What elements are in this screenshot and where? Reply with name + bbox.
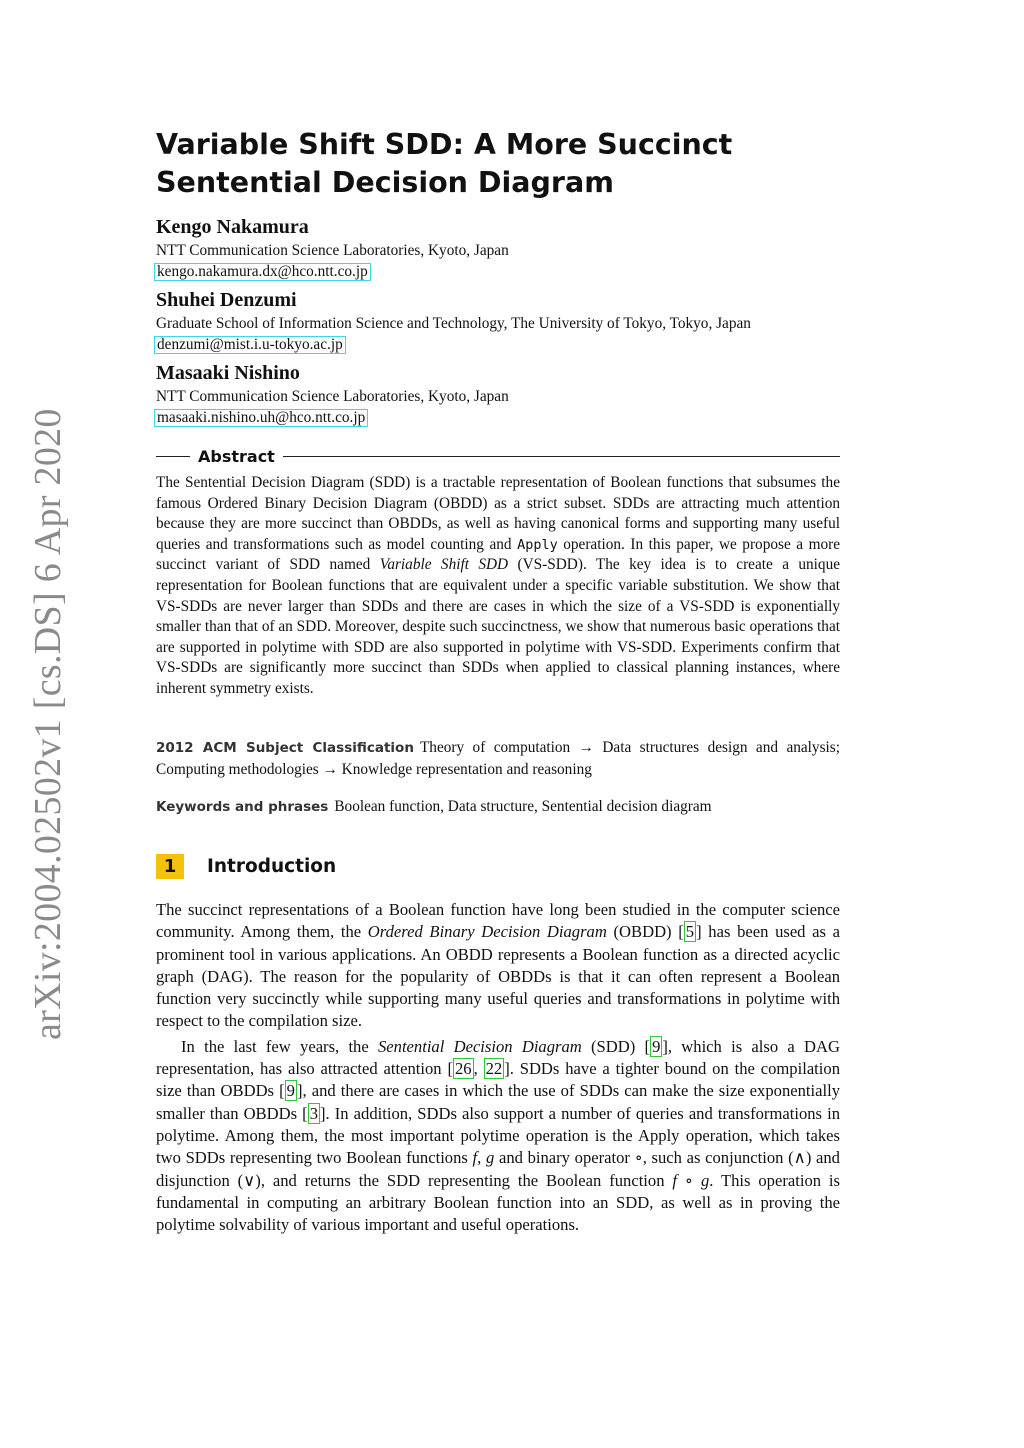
vs-sdd-term: Variable Shift SDD [379, 556, 509, 574]
abstract-text-part: (VS-SDD). The key idea is to create a unique representation for Boolean functions that are equivalent under a specific variable substitution. We show that VS-SDDs are never larger than SDDs and there are cases in which the size of a VS-SDD is exponentially smaller than that of an SDD. Moreover, despite such succinctness, we show that numerous basic operations that are supported in polytime with SDD are also supported in polytime with VS-SDD. Experiments confirm that VS-SDDs are significantly more succinct than SDDs when applied to classical planning instances, where inherent symmetry exists. [156, 556, 841, 697]
text-run: and binary operator ∘, such as conjunction (∧) and disjunction (∨), and returns the SDD representing the Boolean function [156, 1148, 840, 1190]
author-name: Shuhei Denzumi [156, 289, 297, 311]
author-email-link[interactable]: denzumi@mist.i.u-tokyo.ac.jp [154, 336, 346, 354]
text-run: . This operation is fundamental in computing an arbitrary Boolean function into an SDD, as well as in proving the polytime solvability of various important and useful operations. [156, 1170, 841, 1235]
paragraph: In the last few years, the Sentential Decision Diagram (SDD) [ 9 ], which is also a DAG representation, has also attracted attention [ 26 , 22 ]. SDDs have a tighter bound on the compilation size than OBDDs [ 9 ], and there are cases in which the use of SDDs can make the size exponentially smaller than OBDDs [ 3 ]. In addition, SDDs also support a number of queries and transformations in polytime. Among them, the most important polytime operation is the Apply operation, which takes two SDDs representing two Boolean functions f, g and binary operator ∘, such as conjunction (∧) and disjunction (∨), and returns the SDD representing the Boolean function f ∘ g. This operation is fundamental in computing an arbitrary Boolean function into an SDD, as well as in proving the polytime solvability of various important and useful operations. [156, 1036, 841, 1235]
author-email-link[interactable]: masaaki.nishino.uh@hco.ntt.co.jp [154, 409, 368, 427]
emphasis-term: Sentential Decision Diagram [377, 1036, 582, 1056]
section-title: Introduction [207, 855, 337, 877]
author-email-link[interactable]: kengo.nakamura.dx@hco.ntt.co.jp [154, 263, 371, 281]
author-affiliation: NTT Communication Science Laboratories, Kyoto, Japan [156, 388, 509, 405]
text-run: The succinct representations of a Boolean function have long been studied in the computer science community. Among them, the [156, 900, 840, 942]
text-run: ]. SDDs have a tighter bound on the compilation size than OBDDs [156, 1059, 840, 1101]
keywords-text: Boolean function, Data structure, Sentential decision diagram [334, 798, 712, 815]
author-block [156, 287, 856, 354]
section-heading [156, 853, 336, 879]
text-run: . In addition, SDDs also support a number of queries and transformations in polytime. Among them, the most important polytime operation is the Apply operation, which takes two SDDs representing two Boolean functions [156, 1103, 840, 1168]
citation-link[interactable]: 26 [454, 1059, 472, 1079]
author-block [156, 360, 856, 427]
abstract-heading-label: Abstract [198, 446, 275, 466]
author-affiliation: Graduate School of Information Science and Technology, The University of Tokyo, Tokyo, Japan [156, 315, 751, 332]
keywords-label: Keywords and phrases [156, 799, 329, 815]
author-block [156, 214, 856, 281]
text-run: has been used as a prominent tool in various applications. An OBDD represents a Boolean function as a directed acyclic graph (DAG). The reason for the popularity of OBDDs is that it can often represent a Boolean function very succinctly while supporting many useful queries and transformations in polytime with respect to the compilation size. [156, 922, 840, 1031]
text-run: In the last few years, the [181, 1036, 369, 1056]
acm-label: 2012 ACM Subject Classification [156, 740, 414, 756]
author-affiliation: NTT Communication Science Laboratories, Kyoto, Japan [156, 242, 509, 259]
paper-title: Variable Shift SDD: A More Succinct Sentential Decision Diagram [156, 128, 733, 199]
divider [283, 456, 840, 457]
acm-classification [156, 737, 840, 780]
abstract-text [156, 473, 840, 700]
abstract-text-part: operation. In this paper, we propose a more succinct variant of SDD named [156, 535, 840, 574]
abstract-heading [156, 445, 840, 467]
math-expression: f ∘ g [672, 1170, 710, 1190]
text-run: , [473, 1059, 478, 1079]
text-run: (SDD) [591, 1036, 636, 1056]
text-run: , and there are cases in which the use of SDDs can make the size exponentially smaller than OBDDs [156, 1081, 841, 1123]
acm-text: Theory of computation → Data structures design and analysis; Computing methodologies → Knowledge representation and reasoning [156, 739, 840, 778]
arxiv-identifier-sidebar: arXiv:2004.02502v1 [cs.DS] 6 Apr 2020 [27, 408, 69, 1040]
paragraph: The succinct representations of a Boolean function have long been studied in the computer science community. Among them, the Ordered Binary Decision Diagram (OBDD) [ 5 ] has been used as a prominent tool in various applications. An OBDD represents a Boolean function as a directed acyclic graph (DAG). The reason for the popularity of OBDDs is that it can often represent a Boolean function very succinctly while supporting many useful queries and transformations in polytime with respect to the compilation size. [156, 900, 840, 1031]
citation-link[interactable]: 9 [286, 1081, 295, 1101]
citation-link[interactable]: 5 [685, 922, 695, 942]
citation-link[interactable]: 3 [309, 1103, 318, 1123]
citation-link[interactable]: 9 [652, 1036, 661, 1056]
author-name: Masaaki Nishino [156, 362, 300, 384]
apply-keyword: Apply [517, 536, 558, 553]
citation-link[interactable]: 22 [485, 1059, 503, 1079]
divider [156, 456, 190, 457]
text-run: , which is also a DAG representation, has also attracted attention [ [156, 1036, 840, 1079]
author-name: Kengo Nakamura [156, 216, 309, 238]
emphasis-term: Ordered Binary Decision Diagram [367, 922, 607, 942]
math-variables: f, g [472, 1148, 495, 1168]
keywords [156, 796, 840, 818]
abstract-text-part: The Sentential Decision Diagram (SDD) is a tractable representation of Boolean functions that subsumes the famous Ordered Binary Decision Diagram (OBDD) as a strict subset. SDDs are attracting much attention because they are more succinct than OBDDs, as well as having canonical forms and supporting many useful queries and transformations such as model counting and [156, 474, 840, 553]
text-run: (OBDD) [613, 922, 672, 942]
section-body [156, 899, 840, 1236]
section-number: 1 [156, 854, 184, 879]
